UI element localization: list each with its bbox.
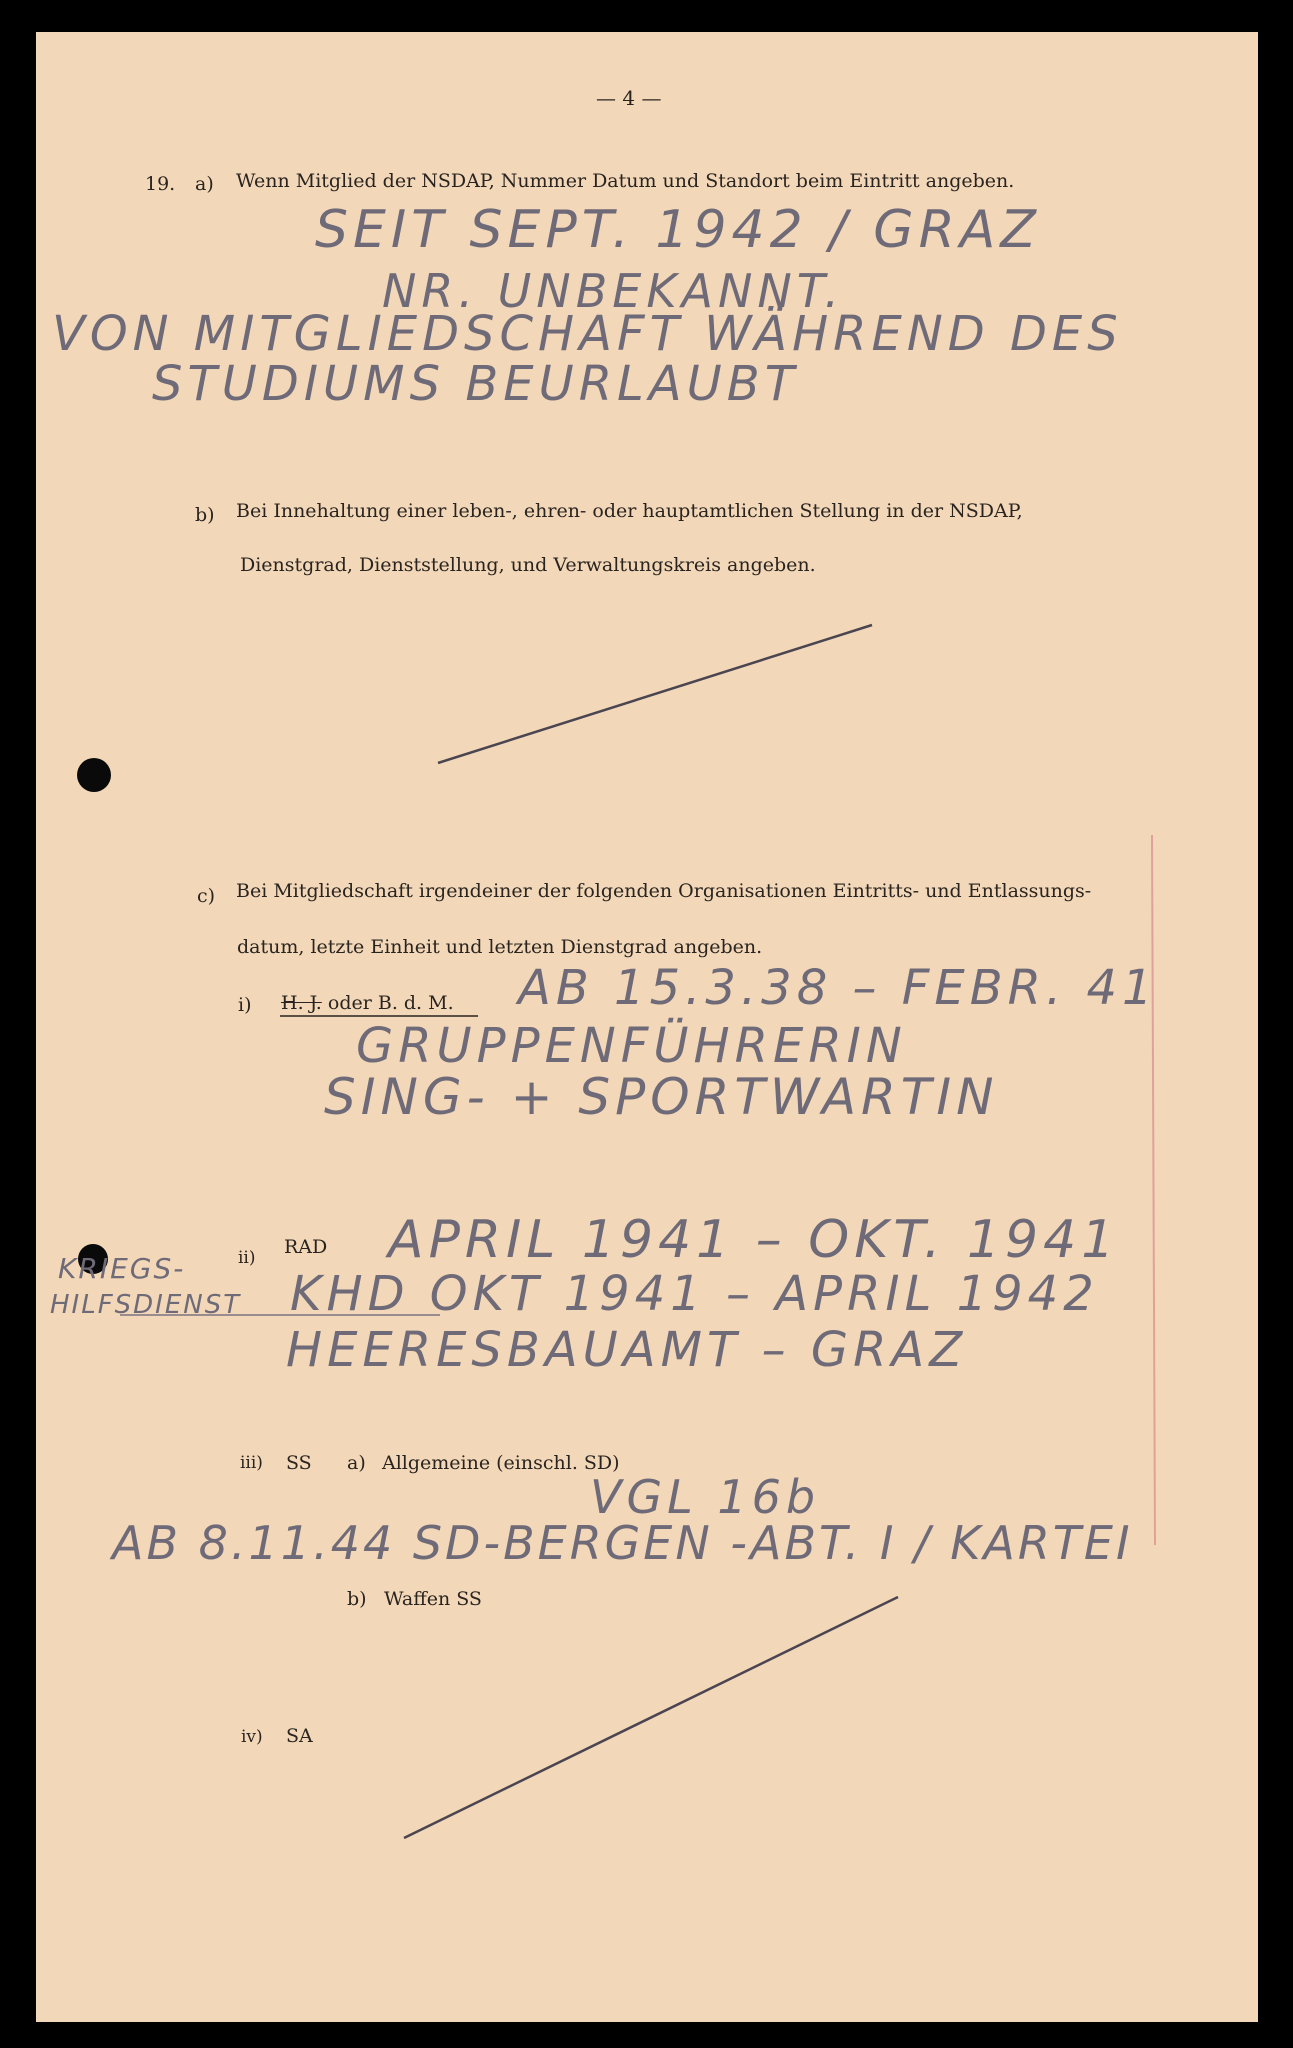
item-i-label: i): [238, 994, 252, 1016]
item-i-org: oder B. d. M.: [321, 992, 454, 1014]
handwritten-answer-i1: AB 15.3.38 – FEBR. 41: [518, 960, 1158, 1016]
q19a-text: Wenn Mitglied der NSDAP, Nummer Datum und Standort beim Eintritt angeben.: [236, 170, 1015, 192]
q19b-text-line2: Dienstgrad, Dienststellung, und Verwaltungskreis angeben.: [240, 554, 816, 576]
item-iii-a-text: Allgemeine (einschl. SD): [382, 1452, 620, 1474]
handwritten-answer-i2: GRUPPENFÜHRERIN: [356, 1018, 907, 1074]
handwritten-answer-ii1: APRIL 1941 – OKT. 1941: [388, 1210, 1120, 1270]
item-ii-text: RAD: [284, 1236, 328, 1258]
item-iii-b-label: b): [347, 1588, 367, 1610]
q19c-text-line2: datum, letzte Einheit und letzten Dienstgrad angeben.: [237, 936, 763, 958]
handwritten-answer-a4: STUDIUMS BEURLAUBT: [152, 356, 800, 412]
item-iii-text: SS: [286, 1452, 312, 1474]
q19b-label: b): [195, 504, 215, 526]
q19b-text-line1: Bei Innehaltung einer leben-, ehren- oder hauptamtlichen Stellung in der NSDAP,: [236, 500, 1023, 522]
margin-note-line1: KRIEGS-: [58, 1252, 186, 1285]
q19a-label: a): [195, 173, 214, 195]
margin-note-line2: HILFSDIENST: [50, 1290, 242, 1320]
item-iv-text: SA: [286, 1725, 313, 1747]
item-i-struck: H. J.: [281, 992, 322, 1014]
handwritten-answer-iii1: VGL 16b: [590, 1470, 821, 1524]
q19c-text-line1: Bei Mitgliedschaft irgendeiner der folgenden Organisationen Eintritts- und Entlassungs-: [236, 880, 1092, 902]
item-iii-label: iii): [240, 1453, 263, 1473]
handwritten-answer-ii2: KHD OKT 1941 – APRIL 1942: [290, 1266, 1099, 1322]
margin-line: [1152, 835, 1155, 1545]
cancel-line-b: [438, 625, 872, 763]
cancel-line-iii-b: [404, 1597, 898, 1838]
handwritten-answer-a3: VON MITGLIEDSCHAFT WÄHREND DES: [52, 306, 1123, 362]
item-iii-a-label: a): [347, 1452, 366, 1474]
item-ii-label: ii): [238, 1248, 256, 1268]
question-number: 19.: [145, 173, 176, 195]
item-iii-b-text: Waffen SS: [384, 1588, 482, 1610]
item-i-text: [281, 992, 454, 1014]
item-iv-label: iv): [241, 1727, 263, 1747]
handwritten-answer-ii3: HEERESBAUAMT – GRAZ: [286, 1322, 968, 1378]
handwritten-answer-i3: SING- + SPORTWARTIN: [324, 1068, 999, 1126]
page-number: — 4 —: [596, 86, 662, 110]
handwritten-answer-iii2: AB 8.11.44 SD-BERGEN -ABT. I / KARTEI: [112, 1516, 1133, 1570]
q19c-label: c): [197, 885, 216, 907]
handwritten-answer-a2: NR. UNBEKANNT.: [382, 264, 845, 318]
handwritten-answer-a1: SEIT SEPT. 1942 / GRAZ: [315, 200, 1041, 260]
